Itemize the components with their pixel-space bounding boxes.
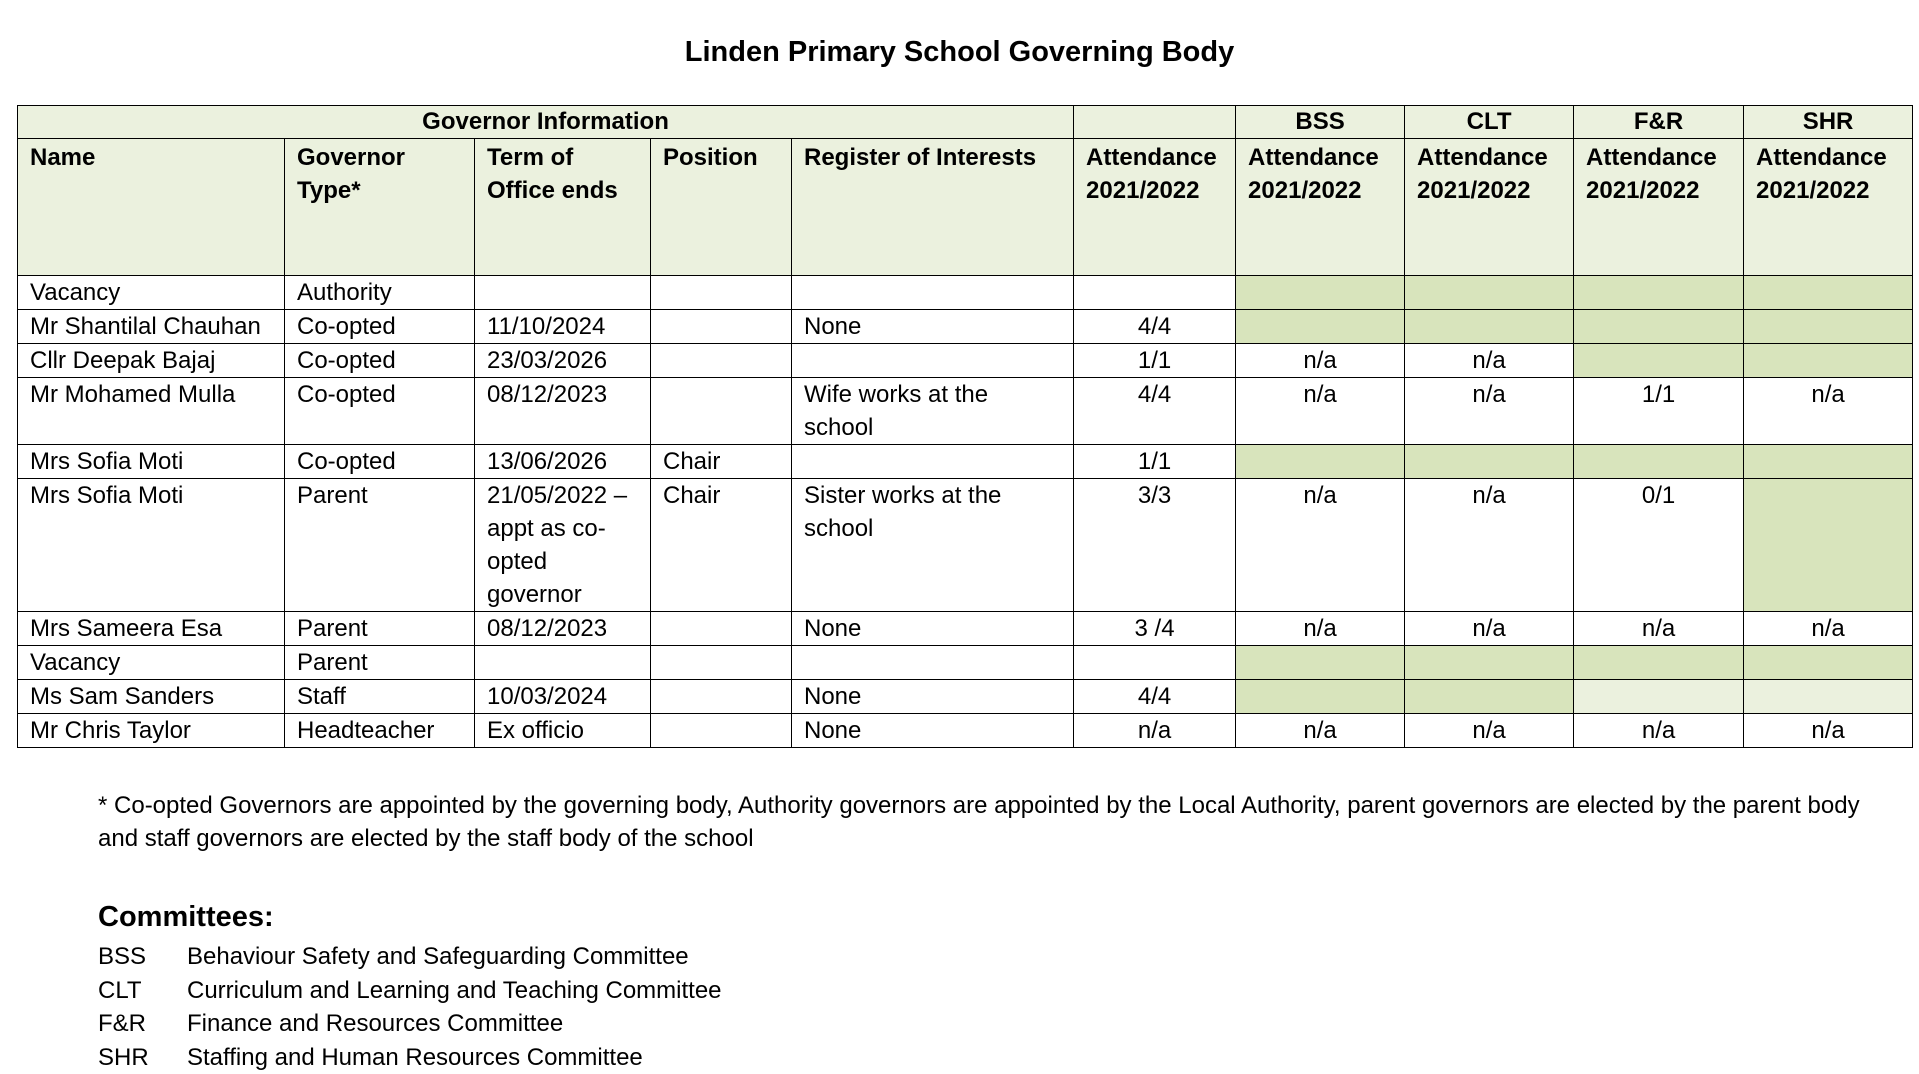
- cell-register: [792, 646, 1074, 680]
- cell-clt-attendance: n/a: [1405, 344, 1574, 378]
- cell-position: [651, 646, 792, 680]
- cell-governor-type: Parent: [285, 646, 475, 680]
- table-row: [18, 344, 1913, 378]
- column-header-term: Term of Office ends: [475, 139, 651, 276]
- cell-position: Chair: [651, 445, 792, 479]
- committee-item: [98, 974, 722, 1008]
- cell-bss-attendance: n/a: [1236, 479, 1405, 612]
- cell-attendance: 1/1: [1074, 445, 1236, 479]
- cell-attendance: n/a: [1074, 714, 1236, 748]
- cell-register: Wife works at the school: [792, 378, 1074, 445]
- cell-clt-attendance: [1405, 445, 1574, 479]
- table-row: [18, 612, 1913, 646]
- cell-fr-attendance: [1574, 310, 1744, 344]
- cell-position: [651, 310, 792, 344]
- cell-bss-attendance: [1236, 276, 1405, 310]
- cell-fr-attendance: [1574, 344, 1744, 378]
- cell-attendance: 3/3: [1074, 479, 1236, 612]
- cell-governor-type: Headteacher: [285, 714, 475, 748]
- committee-list: [98, 940, 722, 1074]
- footnote: * Co-opted Governors are appointed by the governing body, Authority governors are appointed by the Local Authority, parent governors are elected by the parent body and staff governors are elected by the staff body of the school: [98, 792, 1860, 852]
- column-header-bss-attendance: Attendance 2021/2022: [1236, 139, 1405, 276]
- cell-register: [792, 344, 1074, 378]
- cell-clt-attendance: [1405, 646, 1574, 680]
- committee-name: Finance and Resources Committee: [187, 1010, 564, 1037]
- cell-term: [475, 276, 651, 310]
- table-row: [18, 680, 1913, 714]
- table-row: [18, 276, 1913, 310]
- cell-name: Mr Chris Taylor: [18, 714, 285, 748]
- column-header-fr-attendance: Attendance 2021/2022: [1574, 139, 1744, 276]
- cell-governor-type: Parent: [285, 479, 475, 612]
- cell-shr-attendance: n/a: [1744, 378, 1913, 445]
- table-row: [18, 714, 1913, 748]
- cell-shr-attendance: [1744, 276, 1913, 310]
- cell-clt-attendance: [1405, 680, 1574, 714]
- cell-attendance: 3 /4: [1074, 612, 1236, 646]
- cell-register: [792, 445, 1074, 479]
- committee-name: Behaviour Safety and Safeguarding Committee: [187, 943, 689, 970]
- cell-term: 08/12/2023: [475, 378, 651, 445]
- committee-code: CLT: [98, 976, 142, 1004]
- cell-governor-type: Parent: [285, 612, 475, 646]
- cell-fr-attendance: 1/1: [1574, 378, 1744, 445]
- cell-term: 11/10/2024: [475, 310, 651, 344]
- cell-attendance: 4/4: [1074, 310, 1236, 344]
- cell-register: None: [792, 680, 1074, 714]
- cell-name: Vacancy: [18, 646, 285, 680]
- committees-heading: Committees:: [98, 901, 274, 933]
- group-header-blank: [1074, 106, 1236, 139]
- committee-item: [98, 1041, 722, 1074]
- committee-name: Curriculum and Learning and Teaching Committee: [187, 976, 722, 1004]
- cell-attendance: 4/4: [1074, 680, 1236, 714]
- group-header-row: [18, 106, 1913, 139]
- cell-governor-type: Co-opted: [285, 310, 475, 344]
- cell-clt-attendance: n/a: [1405, 612, 1574, 646]
- cell-fr-attendance: n/a: [1574, 714, 1744, 748]
- cell-attendance: 1/1: [1074, 344, 1236, 378]
- column-header-clt-attendance: Attendance 2021/2022: [1405, 139, 1574, 276]
- cell-position: [651, 378, 792, 445]
- cell-term: Ex officio: [475, 714, 651, 748]
- column-header-name: Name: [18, 139, 285, 276]
- committee-code: SHR: [98, 1043, 149, 1071]
- cell-term: 08/12/2023: [475, 612, 651, 646]
- table-row: [18, 479, 1913, 612]
- cell-term: [475, 646, 651, 680]
- table-row: [18, 445, 1913, 479]
- cell-register: None: [792, 310, 1074, 344]
- cell-governor-type: Staff: [285, 680, 475, 714]
- cell-fr-attendance: [1574, 276, 1744, 310]
- cell-clt-attendance: n/a: [1405, 378, 1574, 445]
- column-header-attendance: Attendance 2021/2022: [1074, 139, 1236, 276]
- cell-position: Chair: [651, 479, 792, 612]
- cell-bss-attendance: [1236, 646, 1405, 680]
- cell-register: None: [792, 714, 1074, 748]
- cell-name: Mr Shantilal Chauhan: [18, 310, 285, 344]
- cell-bss-attendance: [1236, 445, 1405, 479]
- table-row: [18, 310, 1913, 344]
- cell-clt-attendance: n/a: [1405, 714, 1574, 748]
- table-row: [18, 378, 1913, 445]
- cell-name: Ms Sam Sanders: [18, 680, 285, 714]
- cell-term: 13/06/2026: [475, 445, 651, 479]
- cell-fr-attendance: [1574, 646, 1744, 680]
- cell-fr-attendance: [1574, 680, 1744, 714]
- cell-position: [651, 612, 792, 646]
- cell-attendance: 4/4: [1074, 378, 1236, 445]
- cell-position: [651, 714, 792, 748]
- cell-bss-attendance: n/a: [1236, 378, 1405, 445]
- cell-term: 10/03/2024: [475, 680, 651, 714]
- cell-position: [651, 680, 792, 714]
- cell-bss-attendance: [1236, 310, 1405, 344]
- governor-table: [17, 105, 1913, 748]
- committee-code: F&R: [98, 1010, 146, 1037]
- cell-register: None: [792, 612, 1074, 646]
- cell-name: Cllr Deepak Bajaj: [18, 344, 285, 378]
- committee-name: Staffing and Human Resources Committee: [187, 1043, 643, 1071]
- cell-shr-attendance: [1744, 479, 1913, 612]
- cell-shr-attendance: [1744, 680, 1913, 714]
- cell-fr-attendance: n/a: [1574, 612, 1744, 646]
- group-header-governor-information: Governor Information: [18, 106, 1074, 139]
- cell-fr-attendance: 0/1: [1574, 479, 1744, 612]
- cell-position: [651, 276, 792, 310]
- cell-shr-attendance: n/a: [1744, 714, 1913, 748]
- cell-fr-attendance: [1574, 445, 1744, 479]
- table-row: [18, 646, 1913, 680]
- cell-shr-attendance: [1744, 646, 1913, 680]
- cell-clt-attendance: n/a: [1405, 479, 1574, 612]
- cell-bss-attendance: n/a: [1236, 714, 1405, 748]
- cell-governor-type: Co-opted: [285, 378, 475, 445]
- committee-code: BSS: [98, 943, 147, 970]
- cell-bss-attendance: [1236, 680, 1405, 714]
- cell-register: [792, 276, 1074, 310]
- group-header-fr: F&R: [1574, 106, 1744, 139]
- cell-bss-attendance: n/a: [1236, 344, 1405, 378]
- committee-item: [98, 1007, 722, 1041]
- document-title: Linden Primary School Governing Body: [684, 36, 1235, 68]
- group-header-clt: CLT: [1405, 106, 1574, 139]
- cell-clt-attendance: [1405, 276, 1574, 310]
- group-header-bss: BSS: [1236, 106, 1405, 139]
- governor-rows: [18, 276, 1913, 748]
- cell-name: Vacancy: [18, 276, 285, 310]
- cell-bss-attendance: n/a: [1236, 612, 1405, 646]
- column-header-governor-type: Governor Type*: [285, 139, 475, 276]
- group-header-shr: SHR: [1744, 106, 1913, 139]
- cell-name: Mr Mohamed Mulla: [18, 378, 285, 445]
- cell-attendance: [1074, 646, 1236, 680]
- cell-shr-attendance: [1744, 344, 1913, 378]
- cell-name: Mrs Sofia Moti: [18, 479, 285, 612]
- cell-governor-type: Co-opted: [285, 445, 475, 479]
- cell-shr-attendance: n/a: [1744, 612, 1913, 646]
- cell-term: 21/05/2022 – appt as co-opted governor: [475, 479, 651, 612]
- cell-name: Mrs Sofia Moti: [18, 445, 285, 479]
- cell-clt-attendance: [1405, 310, 1574, 344]
- cell-governor-type: Co-opted: [285, 344, 475, 378]
- cell-governor-type: Authority: [285, 276, 475, 310]
- column-header-position: Position: [651, 139, 792, 276]
- cell-shr-attendance: [1744, 445, 1913, 479]
- cell-attendance: [1074, 276, 1236, 310]
- cell-term: 23/03/2026: [475, 344, 651, 378]
- cell-register: Sister works at the school: [792, 479, 1074, 612]
- cell-name: Mrs Sameera Esa: [18, 612, 285, 646]
- committee-item: [98, 940, 722, 974]
- column-header-register: Register of Interests: [792, 139, 1074, 276]
- cell-position: [651, 344, 792, 378]
- cell-shr-attendance: [1744, 310, 1913, 344]
- column-header-shr-attendance: Attendance 2021/2022: [1744, 139, 1913, 276]
- column-header-row: [18, 139, 1913, 276]
